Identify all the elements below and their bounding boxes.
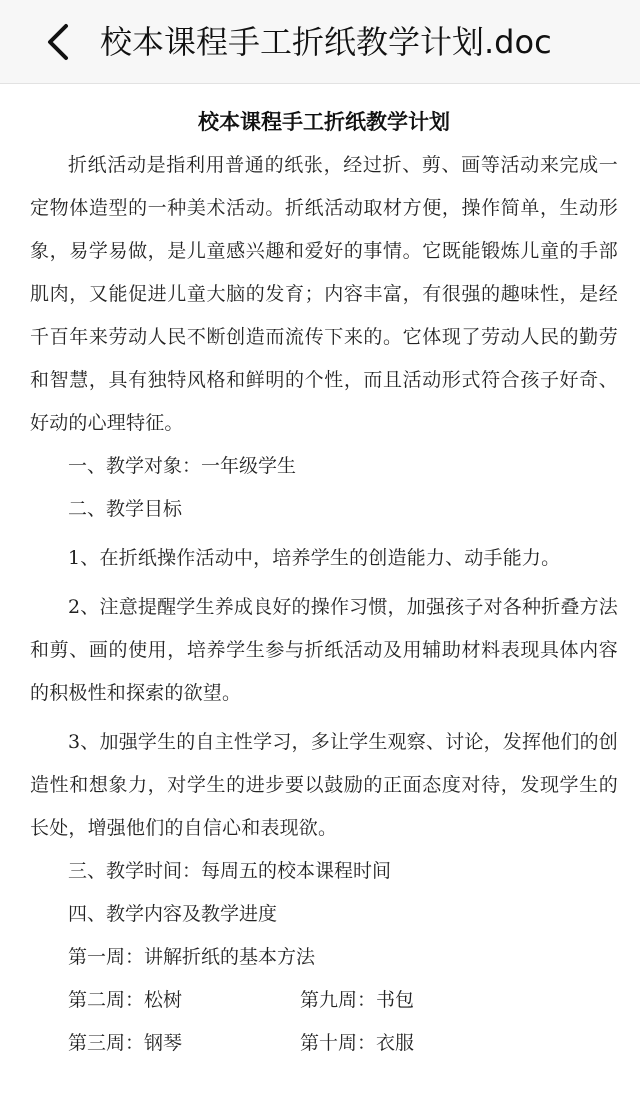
section-teaching-content: 四、教学内容及教学进度 [68, 903, 278, 925]
back-button[interactable] [38, 20, 82, 64]
section-teaching-target: 一、教学对象：一年级学生 [68, 455, 297, 477]
document-body [30, 84, 618, 1065]
goal-2: 2、注意提醒学生养成良好的操作习惯，加强孩子对各种折叠方法和剪、画的使用，培养学生参与折纸活动及用辅助材料表现具体内容的积极性和探索的欲望。 [30, 596, 618, 704]
week-2: 第二周：松树 [68, 989, 183, 1011]
week-10: 第十周：衣服 [300, 1032, 415, 1054]
section-teaching-time: 三、教学时间：每周五的校本课程时间 [68, 860, 392, 882]
intro-paragraph: 折纸活动是指利用普通的纸张，经过折、剪、画等活动来完成一定物体造型的一种美术活动。折纸活动取材方便，操作简单，生动形象，易学易做，是儿童感兴趣和爱好的事情。它既能锻炼儿童的手部肌肉，又能促进儿童大脑的发育；内容丰富，有很强的趣味性，是经千百年来劳动人民不断创造而流传下来的。它体现了劳动人民的勤劳和智慧，具有独特风格和鲜明的个性，而且活动形式符合孩子好奇、好动的心理特征。 [30, 154, 618, 434]
top-bar [0, 0, 640, 84]
chevron-left-icon [38, 20, 82, 64]
file-title: 校本课程手工折纸教学计划.doc [100, 23, 552, 61]
week-row [30, 979, 618, 1022]
goal-1: 1、在折纸操作活动中，培养学生的创造能力、动手能力。 [68, 547, 561, 569]
week-1: 第一周：讲解折纸的基本方法 [68, 946, 316, 968]
week-3: 第三周：钢琴 [68, 1032, 183, 1054]
goal-3: 3、加强学生的自主性学习，多让学生观察、讨论，发挥他们的创造性和想象力，对学生的进步要以鼓励的正面态度对待，发现学生的长处，增强他们的自信心和表现欲。 [30, 731, 618, 839]
document-title: 校本课程手工折纸教学计划 [198, 109, 450, 134]
week-row [30, 1022, 618, 1065]
week-9: 第九周：书包 [300, 989, 415, 1011]
section-teaching-goals: 二、教学目标 [68, 498, 183, 520]
